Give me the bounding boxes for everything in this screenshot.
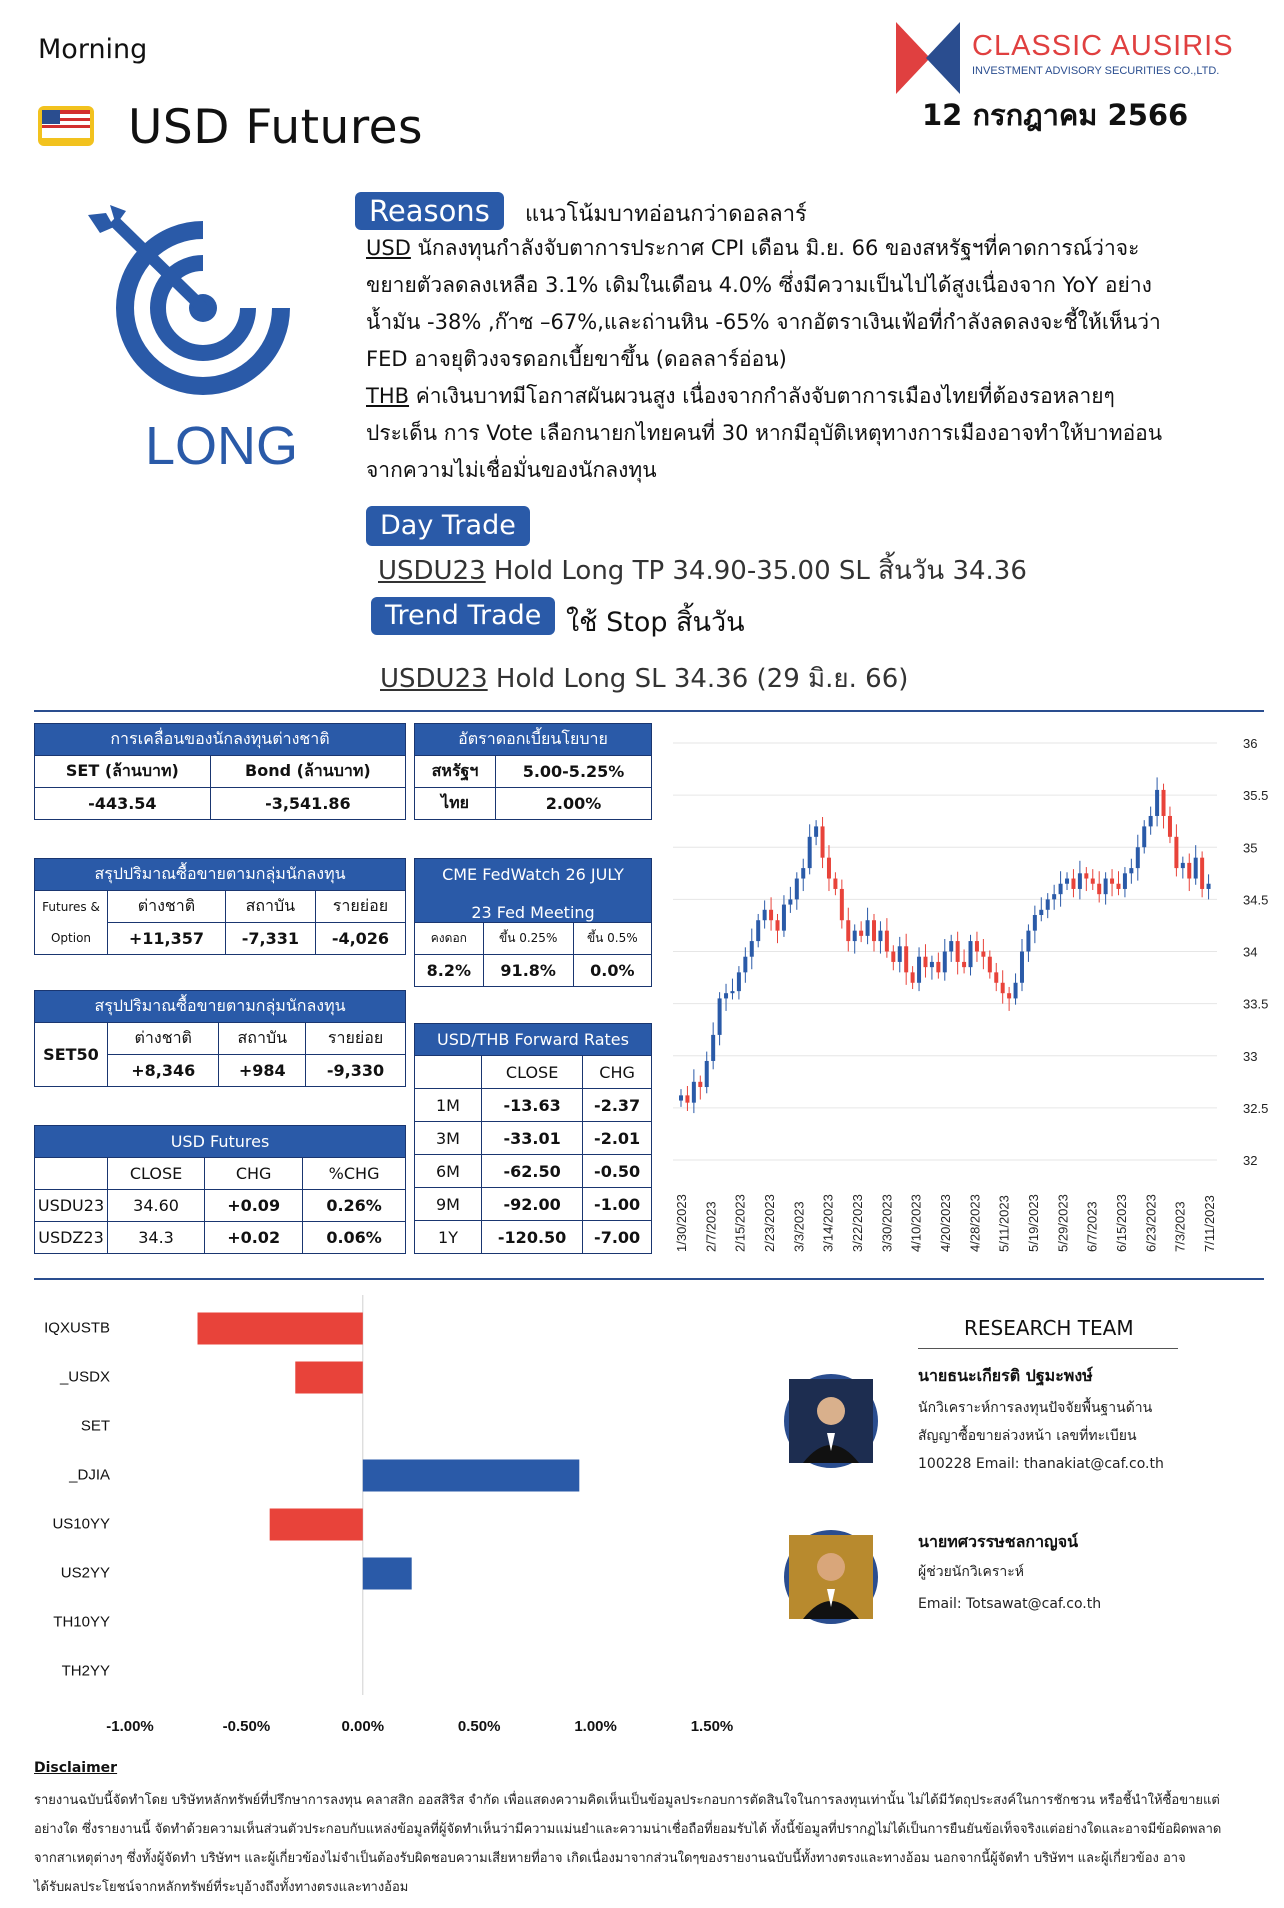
x-tick-label: 2/23/2023 xyxy=(762,1194,777,1252)
usd-futures-logo-icon xyxy=(36,104,100,150)
disclaimer-title: Disclaimer xyxy=(34,1760,118,1776)
bar xyxy=(270,1509,363,1541)
bar-category-label: IQXUSTB xyxy=(44,1319,110,1337)
candle-body xyxy=(975,941,979,951)
candle-body xyxy=(917,957,921,983)
candle-body xyxy=(1174,837,1178,868)
x-tick-label: 5/29/2023 xyxy=(1055,1194,1071,1252)
candle-body xyxy=(1116,884,1120,889)
reasons-headline: แนวโน้มบาทอ่อนกว่าดอลลาร์ xyxy=(525,202,807,227)
x-tick-label: 5/19/2023 xyxy=(1026,1194,1041,1252)
candle-body xyxy=(685,1095,689,1102)
table-row: 6M -62.50 -0.50 xyxy=(415,1155,652,1188)
forward-rates-title: USD/THB Forward Rates xyxy=(415,1024,652,1056)
candle-body xyxy=(930,962,934,967)
report-date: 12 กรกฎาคม 2566 xyxy=(922,98,1189,132)
candle-body xyxy=(705,1061,709,1087)
candle-body xyxy=(859,931,863,936)
thb-reason-line-2: ประเด็น การ Vote เลือกนายกไทยคนที่ 30 หากมีอุบัติเหตุทางการเมืองอาจทำให้บาทอ่อน xyxy=(366,421,1163,445)
policy-rate-title: อัตราดอกเบี้ยนโยบาย xyxy=(415,724,652,756)
candle-body xyxy=(1104,879,1108,895)
candle-body xyxy=(1001,983,1005,993)
candle-body xyxy=(737,972,741,991)
candle-body xyxy=(730,991,734,993)
table-row: 9M -92.00 -1.00 xyxy=(415,1188,652,1221)
y-tick-label: 36 xyxy=(1243,736,1258,751)
candle-body xyxy=(846,920,850,941)
fedwatch-table: CME FedWatch 26 JULY 23 Fed Meeting คงดอก ขึ้น 0.25% ขึ้น 0.5% 8.2% 91.8% 0.0% xyxy=(414,858,652,987)
candle-body xyxy=(1200,858,1204,889)
candle-body xyxy=(1014,983,1018,999)
candle-body xyxy=(776,920,780,930)
candle-body xyxy=(782,905,786,931)
table-row: 1Y -120.50 -7.00 xyxy=(415,1221,652,1254)
bar xyxy=(363,1460,580,1492)
table-row: 1M -13.63 -2.37 xyxy=(415,1089,652,1122)
candle-body xyxy=(1059,884,1063,894)
usd-reason-line-2: ขยายตัวลดลงเหลือ 3.1% เดิมในเดือน 4.0% ซึ่งมีความเป็นไปได้สูงเนื่องจาก YoY อย่าง xyxy=(366,273,1152,297)
candle-body xyxy=(994,972,998,982)
usd-futures-candle-chart xyxy=(665,728,1269,1268)
candle-body xyxy=(1194,858,1198,879)
candle-body xyxy=(1181,863,1185,868)
candle-body xyxy=(1097,884,1101,894)
candle-body xyxy=(969,941,973,967)
y-tick-label: 35 xyxy=(1243,840,1258,856)
candle-body xyxy=(821,826,825,857)
candle-body xyxy=(962,962,966,967)
candle-body xyxy=(1065,879,1069,884)
forward-rates-table: USD/THB Forward Rates CLOSE CHG 1M -13.63 -2.37 3M -33.01 -2.01 6M -62.50 -0.50 9M -92.00 -1.00 1Y -120.50 -7.00 xyxy=(414,1023,652,1254)
candle-body xyxy=(756,920,760,941)
analyst-name: นายธนะเกียรติ ปฐมะพงษ์ xyxy=(918,1366,1093,1385)
page-title: USD Futures xyxy=(128,100,424,155)
y-tick-label: 34.5 xyxy=(1243,892,1269,908)
table-row: สหรัฐฯ 5.00-5.25% xyxy=(415,756,652,788)
candle-body xyxy=(1020,952,1024,983)
candle-body xyxy=(885,931,889,952)
candle-body xyxy=(833,879,837,889)
bar xyxy=(198,1313,363,1345)
foreign-flow-table: การเคลื่อนของนักลงทุนต่างชาติ SET (ล้านบาท) Bond (ล้านบาท) -443.54 -3,541.86 xyxy=(34,723,406,820)
bar-category-label: TH2YY xyxy=(61,1662,110,1680)
thb-tag: THB xyxy=(366,384,410,408)
x-tick-label: 4/28/2023 xyxy=(967,1194,983,1252)
candle-body xyxy=(692,1082,696,1103)
candle-body xyxy=(878,931,882,941)
bar xyxy=(295,1362,363,1394)
trend-trade-line: USDU23 Hold Long SL 34.36 (29 มิ.ย. 66) xyxy=(380,664,909,694)
candle-body xyxy=(988,957,992,973)
x-tick-label: 0.50% xyxy=(457,1718,501,1735)
y-tick-label: 32.5 xyxy=(1243,1100,1269,1116)
bar-category-label: _USDX xyxy=(59,1368,110,1386)
x-tick-label: 6/7/2023 xyxy=(1084,1201,1100,1252)
candle-body xyxy=(943,952,947,973)
candle-body xyxy=(853,931,857,941)
x-tick-label: 4/10/2023 xyxy=(908,1194,924,1252)
edition-label: Morning xyxy=(38,34,148,65)
candle-body xyxy=(743,957,747,973)
bar-category-label: US2YY xyxy=(60,1564,110,1582)
fedwatch-title: CME FedWatch 26 JULY xyxy=(415,859,652,891)
candle-body xyxy=(814,826,818,836)
candle-body xyxy=(698,1082,702,1087)
x-tick-label: 2/7/2023 xyxy=(703,1201,719,1252)
x-tick-label: 7/11/2023 xyxy=(1202,1195,1217,1252)
divider xyxy=(34,710,1264,712)
bar-category-label: _DJIA xyxy=(69,1466,110,1484)
candle-body xyxy=(911,972,915,982)
candle-body xyxy=(1162,790,1166,816)
analyst-info-1: นักวิเคราะห์การลงทุนปัจจัยพื้นฐานด้าน xyxy=(918,1400,1153,1416)
candle-body xyxy=(1207,884,1211,889)
trend-trade-note: ใช้ Stop สิ้นวัน xyxy=(566,607,745,638)
candle-body xyxy=(866,920,870,936)
person-photo-icon xyxy=(789,1379,873,1463)
candle-body xyxy=(788,899,792,904)
x-tick-label: -1.00% xyxy=(106,1718,154,1735)
usd-futures-table: USD Futures CLOSE CHG %CHG USDU23 34.60 +0.09 0.26% USDZ23 34.3 +0.02 0.06% xyxy=(34,1125,406,1254)
x-tick-label: 6/15/2023 xyxy=(1114,1194,1129,1252)
day-trade-label: Day Trade xyxy=(366,506,530,546)
candle-body xyxy=(1091,879,1095,884)
candle-body xyxy=(840,889,844,920)
candle-body xyxy=(750,941,754,957)
candle-body xyxy=(1168,816,1172,837)
day-trade-symbol: USDU23 xyxy=(378,556,486,586)
table-row: 3M -33.01 -2.01 xyxy=(415,1122,652,1155)
divider xyxy=(34,1278,1264,1280)
x-tick-label: -0.50% xyxy=(222,1718,271,1735)
candle-body xyxy=(801,868,805,878)
candle-body xyxy=(763,910,767,920)
trend-trade-label: Trend Trade xyxy=(371,597,555,635)
candle-body xyxy=(1187,863,1191,879)
futures-flow-table: สรุปปริมาณซื้อขายตามกลุ่มนักลงทุน Futures & ต่างชาติ สถาบัน รายย่อย Option +11,357 -7,331 -4,026 xyxy=(34,858,406,955)
x-tick-label: 7/3/2023 xyxy=(1172,1201,1188,1252)
candle-body xyxy=(1149,816,1153,826)
x-tick-label: 4/20/2023 xyxy=(938,1194,953,1252)
brand-name: CLASSIC AUSIRIS xyxy=(972,30,1234,62)
brand-subtitle: INVESTMENT ADVISORY SECURITIES CO.,LTD. xyxy=(972,65,1220,77)
fedwatch-subtitle: 23 Fed Meeting xyxy=(415,891,652,923)
candle-body xyxy=(1026,931,1030,952)
x-tick-label: 5/11/2023 xyxy=(996,1195,1012,1252)
assistant-name: นายทศวรรษชลกาญจน์ xyxy=(918,1532,1078,1551)
bar-category-label: US10YY xyxy=(52,1515,110,1533)
usd-reason-line-3: น้ำมัน -38% ,ก๊าซ –67%,และถ่านหิน -65% จากอัตราเงินเฟ้อที่กำลังลดลงจะชี้ให้เห็นว่า xyxy=(366,310,1161,334)
thb-reason-line-1: THB ค่าเงินบาทมีโอกาสผันผวนสูง เนื่องจากกำลังจับตาการเมืองไทยที่ต้องรอหลายๆ xyxy=(366,384,1115,408)
x-tick-label: 6/23/2023 xyxy=(1143,1194,1159,1252)
trend-trade-symbol: USDU23 xyxy=(380,664,488,694)
bar xyxy=(363,1558,412,1590)
avatar xyxy=(784,1530,878,1624)
candle-body xyxy=(1110,879,1114,884)
candle-body xyxy=(1078,873,1082,889)
foreign-flow-title: การเคลื่อนของนักลงทุนต่างชาติ xyxy=(35,724,406,756)
avatar xyxy=(784,1374,878,1468)
assistant-info-1: ผู้ช่วยนักวิเคราะห์ xyxy=(918,1564,1024,1580)
usd-reason-line-1: USD นักลงทุนกำลังจับตาการประกาศ CPI เดือน มิ.ย. 66 ของสหรัฐฯที่คาดการณ์ว่าจะ xyxy=(366,236,1140,260)
research-team-title: RESEARCH TEAM xyxy=(964,1316,1134,1340)
usd-futures-title: USD Futures xyxy=(35,1126,406,1158)
classic-ausiris-logo-icon xyxy=(896,22,960,94)
y-tick-label: 33.5 xyxy=(1243,996,1269,1012)
y-tick-label: 33 xyxy=(1243,1048,1258,1064)
table-row: USDU23 34.60 +0.09 0.26% xyxy=(35,1190,406,1222)
candle-body xyxy=(718,998,722,1034)
signal-long: LONG xyxy=(145,416,299,476)
set50-flow-title: สรุปปริมาณซื้อขายตามกลุ่มนักลงทุน xyxy=(35,991,406,1023)
candle-body xyxy=(898,946,902,962)
candle-body xyxy=(769,910,773,920)
x-tick-label: 1.50% xyxy=(690,1718,734,1735)
candle-body xyxy=(1084,873,1088,878)
reasons-label: Reasons xyxy=(355,192,504,230)
table-row: ไทย 2.00% xyxy=(415,788,652,820)
candle-body xyxy=(1007,993,1011,998)
y-tick-label: 34 xyxy=(1243,944,1258,960)
candle-body xyxy=(936,962,940,972)
futures-flow-title: สรุปปริมาณซื้อขายตามกลุ่มนักลงทุน xyxy=(35,859,406,891)
table-row: USDZ23 34.3 +0.02 0.06% xyxy=(35,1222,406,1254)
disclaimer-text: รายงานฉบับนี้จัดทำโดย บริษัทหลักทรัพย์ที่ปรึกษาการลงทุน คลาสสิก ออสสิริส จำกัด เพื่อแสดงความคิดเห็นเป็นข้อมูลประกอบการตัดสินใจในการลงทุนเท่านั้น ไม่ได้มีวัตถุประสงค์ในการชักชวน หรือชี้นำให้ซื้อขายแต่ อย่างใด ซึ่งรายงานนี้ จัดทำด้วยความเห็นส่วนตัวประกอบกับแหล่งข้อมูลที่ผู้จัดทำเห็นว่ามีความแม่นยำและความน่าเชื่อถือที่ยอมรับได้ ทั้งนี้ข้อมูลที่ปรากฏไม่ได้เป็นการยืนยันข้อเท็จจริงแต่อย่างใดและอาจมีข้อผิดพลาด จากสาเหตุต่างๆ ซึ่งทั้งผู้จัดทำ บริษัทฯ และผู้เกี่ยวข้องไม่จำเป็นต้องรับผิดชอบความเสียหายที่อาจ เกิดเนื่องมาจากส่วนใดๆของรายงานฉบับนี้ทั้งทางตรงและทางอ้อม นอกจากนี้ผู้จัดทำ บริษัทฯ และผู้เกี่ยวข้อง อาจ ได้รับผลประโยชน์จากหลักทรัพย์ที่ระบุอ้างถึงทั้งทางตรงและทางอ้อม xyxy=(34,1793,1222,1895)
candle-body xyxy=(981,952,985,957)
market-change-bar-chart xyxy=(34,1295,754,1735)
x-tick-label: 2/15/2023 xyxy=(732,1194,748,1252)
candle-body xyxy=(891,952,895,962)
candle-body xyxy=(679,1095,683,1100)
set50-flow-table: สรุปปริมาณซื้อขายตามกลุ่มนักลงทุน SET50 ต่างชาติ สถาบัน รายย่อย +8,346 +984 -9,330 xyxy=(34,990,406,1087)
research-underline xyxy=(918,1348,1178,1349)
x-tick-label: 1.00% xyxy=(574,1718,617,1735)
candle-body xyxy=(1136,847,1140,868)
day-trade-line: USDU23 Hold Long TP 34.90-35.00 SL สิ้นวัน 34.36 xyxy=(378,556,1027,586)
x-tick-label: 0.00% xyxy=(341,1718,385,1735)
candle-body xyxy=(711,1035,715,1061)
x-tick-label: 3/22/2023 xyxy=(850,1194,865,1252)
x-tick-label: 1/30/2023 xyxy=(674,1194,689,1252)
candle-body xyxy=(1123,873,1127,889)
candle-body xyxy=(1033,915,1037,931)
usd-reason-line-4: FED อาจยุติวงจรดอกเบี้ยขาขึ้น (ดอลลาร์อ่อน) xyxy=(366,347,787,371)
candle-body xyxy=(1039,910,1043,915)
analyst-info-3: 100228 Email: thanakiat@caf.co.th xyxy=(918,1456,1164,1472)
candle-body xyxy=(1071,879,1075,889)
candle-body xyxy=(1142,826,1146,847)
x-tick-label: 3/30/2023 xyxy=(879,1194,895,1252)
assistant-info-2: Email: Totsawat@caf.co.th xyxy=(918,1596,1102,1612)
candle-body xyxy=(827,858,831,879)
bar-category-label: SET xyxy=(80,1417,110,1435)
y-tick-label: 32 xyxy=(1243,1153,1258,1168)
y-tick-label: 35.5 xyxy=(1243,788,1269,804)
candle-body xyxy=(1129,868,1133,873)
policy-rate-table xyxy=(414,723,652,820)
candle-body xyxy=(808,837,812,868)
candle-body xyxy=(795,879,799,900)
bar-category-label: TH10YY xyxy=(53,1613,110,1631)
candle-body xyxy=(1155,790,1159,816)
x-tick-label: 3/14/2023 xyxy=(820,1194,836,1252)
candle-body xyxy=(1046,899,1050,909)
candle-body xyxy=(904,946,908,972)
candle-body xyxy=(1052,894,1056,899)
candle-body xyxy=(956,941,960,962)
target-arrow-icon xyxy=(78,205,328,385)
person-photo-icon xyxy=(789,1535,873,1619)
thb-reason-line-3: จากความไม่เชื่อมั่นของนักลงทุน xyxy=(366,458,657,482)
candle-body xyxy=(872,920,876,941)
candle-body xyxy=(949,941,953,951)
x-tick-label: 3/3/2023 xyxy=(791,1201,807,1252)
candle-body xyxy=(923,957,927,967)
analyst-info-2: สัญญาซื้อขายล่วงหน้า เลขที่ทะเบียน xyxy=(918,1428,1137,1444)
candle-body xyxy=(724,993,728,998)
usd-tag: USD xyxy=(366,236,411,260)
